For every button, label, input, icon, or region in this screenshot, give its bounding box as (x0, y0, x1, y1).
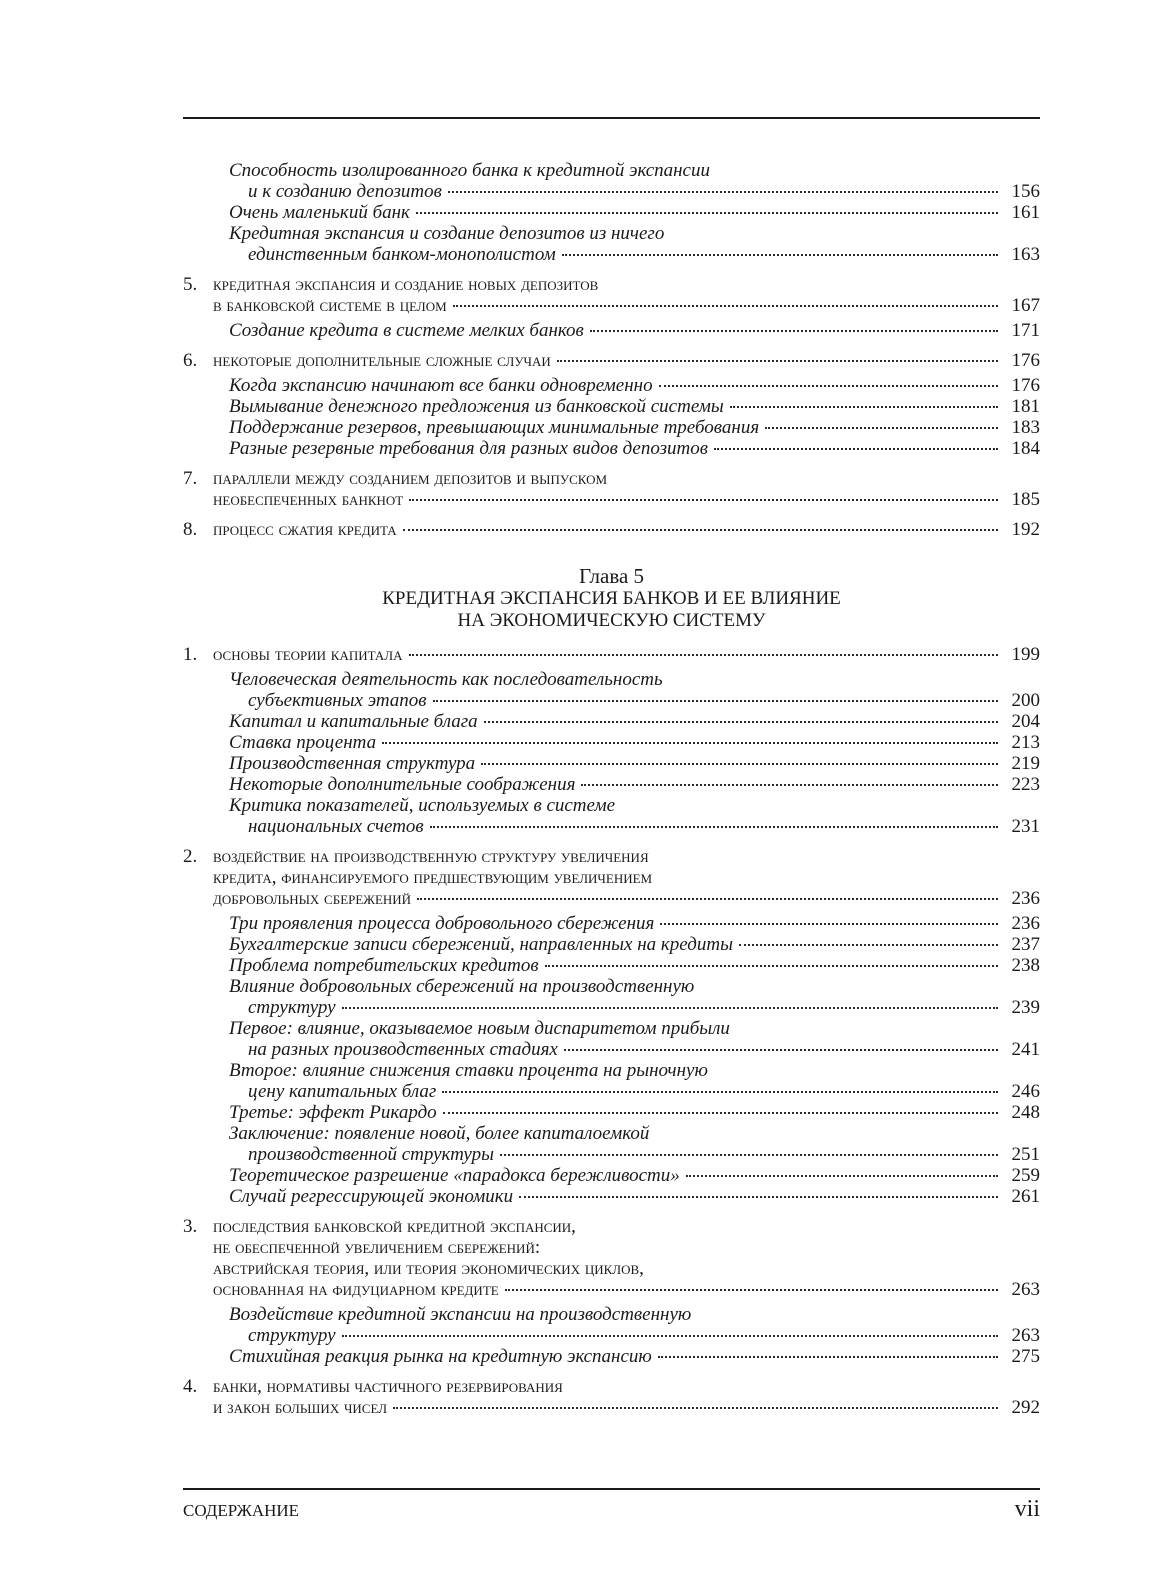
page-ref: 223 (1011, 774, 1040, 795)
toc-line (183, 644, 1040, 665)
toc-line (183, 1144, 1040, 1165)
page-ref: 246 (1011, 1081, 1040, 1102)
toc-line (183, 350, 1040, 371)
toc-line (183, 976, 1040, 997)
page-ref: 259 (1011, 1165, 1040, 1186)
toc-line (183, 888, 1040, 909)
page-ref: 199 (1011, 644, 1040, 665)
toc-subsection-entry (183, 202, 1040, 223)
subsection-title-text: Поддержание резервов, превышающих минимальные требования (229, 417, 760, 438)
section-title-text: параллели между созданием депозитов и выпуском (213, 468, 608, 489)
subsection-title-text: Создание кредита в системе мелких банков (229, 320, 584, 341)
section-title-text: и закон больших чисел (213, 1397, 388, 1418)
page-ref: 161 (1011, 202, 1040, 223)
toc-section-entry (183, 644, 1040, 665)
toc-subsection-entry (183, 438, 1040, 459)
page-ref: 231 (1011, 816, 1040, 837)
section-title-text: основы теории капитала (213, 644, 403, 665)
toc-line (183, 1397, 1040, 1418)
page-ref: 171 (1011, 320, 1040, 341)
spacer (183, 837, 1040, 846)
subsection-title-text: структуру (248, 1325, 336, 1346)
page-ref: 181 (1011, 396, 1040, 417)
dot-leader (714, 448, 998, 450)
section-number: 2. (183, 846, 198, 867)
top-rule (183, 117, 1040, 119)
toc-line (183, 244, 1040, 265)
toc-subsection-entry (183, 753, 1040, 774)
page-ref: 163 (1011, 244, 1040, 265)
toc-line (183, 519, 1040, 540)
dot-leader (562, 254, 998, 256)
toc-line (183, 396, 1040, 417)
toc-subsection-entry (183, 160, 1040, 202)
page-ref: 219 (1011, 753, 1040, 774)
section-number: 8. (183, 519, 198, 540)
subsection-title-text: Воздействие кредитной экспансии на производственную (229, 1304, 692, 1325)
running-footer-title (183, 1494, 299, 1524)
toc-line (183, 669, 1040, 690)
toc-line (183, 1237, 1040, 1258)
subsection-title-text: единственным банком-монополистом (248, 244, 556, 265)
dot-leader (484, 721, 998, 723)
subsection-title-text: Третье: эффект Рикардо (229, 1102, 437, 1123)
dot-leader (658, 1356, 998, 1358)
subsection-title-text: Некоторые дополнительные соображения (229, 774, 576, 795)
toc-subsection-entry (183, 396, 1040, 417)
dot-leader (417, 898, 998, 900)
toc-line (183, 202, 1040, 223)
toc-line (183, 1039, 1040, 1060)
subsection-title-text: Стихийная реакция рынка на кредитную экспансию (229, 1346, 652, 1367)
toc-subsection-entry (183, 417, 1040, 438)
dot-leader (739, 944, 998, 946)
dot-leader (590, 330, 998, 332)
section-title-text: воздействие на производственную структуру увеличения (213, 846, 649, 867)
toc-line (183, 913, 1040, 934)
dot-leader (519, 1196, 998, 1198)
dot-leader (448, 191, 998, 193)
spacer (183, 341, 1040, 350)
page-ref: 204 (1011, 711, 1040, 732)
dot-leader (481, 763, 998, 765)
section-title-text: основанная на фидуциарном кредите (213, 1279, 499, 1300)
toc-line (183, 1081, 1040, 1102)
toc-line (183, 711, 1040, 732)
page-ref: 176 (1011, 375, 1040, 396)
page-ref: 261 (1011, 1186, 1040, 1207)
toc-subsection-entry (183, 1018, 1040, 1060)
subsection-title-text: национальных счетов (248, 816, 424, 837)
toc-subsection-entry (183, 1060, 1040, 1102)
toc-line (183, 732, 1040, 753)
toc-subsection-entry (183, 732, 1040, 753)
subsection-title-text: Вымывание денежного предложения из банковской системы (229, 396, 724, 417)
toc-subsection-entry (183, 1304, 1040, 1346)
subsection-title-text: Три проявления процесса добровольного сбережения (229, 913, 655, 934)
toc-section-entry (183, 519, 1040, 540)
dot-leader (430, 826, 998, 828)
subsection-title-text: Очень маленький банк (229, 202, 410, 223)
page-number: vii (1014, 1496, 1040, 1522)
subsection-title-text: Капитал и капитальные блага (229, 711, 478, 732)
page-ref: 156 (1011, 181, 1040, 202)
toc-section-entry (183, 846, 1040, 909)
toc-subsection-entry (183, 1123, 1040, 1165)
toc-subsection-entry (183, 669, 1040, 711)
toc-subsection-entry (183, 711, 1040, 732)
page-ref: 176 (1011, 350, 1040, 371)
toc-line (183, 1376, 1040, 1397)
toc-line (183, 181, 1040, 202)
toc-line (183, 320, 1040, 341)
section-number: 7. (183, 468, 198, 489)
toc-subsection-entry (183, 1102, 1040, 1123)
toc-line (183, 934, 1040, 955)
section-title-text: необеспеченных банкнот (213, 489, 404, 510)
page-ref: 275 (1011, 1346, 1040, 1367)
subsection-title-text: Случай регрессирующей экономики (229, 1186, 514, 1207)
section-title-text: в банковской системе в целом (213, 295, 447, 316)
toc-line (183, 438, 1040, 459)
page-ref: 183 (1011, 417, 1040, 438)
toc-section-entry (183, 1376, 1040, 1418)
dot-leader (342, 1007, 998, 1009)
toc-subsection-entry (183, 955, 1040, 976)
section-title-text: не обеспеченной увеличением сбережений: (213, 1237, 541, 1258)
chapter-title: Глава 5 (578, 564, 645, 588)
subsection-title-text: структуру (248, 997, 336, 1018)
dot-leader (545, 965, 998, 967)
section-number: 6. (183, 350, 198, 371)
toc-line (183, 1216, 1040, 1237)
toc-line (183, 816, 1040, 837)
spacer (183, 510, 1040, 519)
spacer (183, 1207, 1040, 1216)
page-ref: 213 (1011, 732, 1040, 753)
page-ref: 238 (1011, 955, 1040, 976)
toc-line (183, 1060, 1040, 1081)
section-title-text: кредитная экспансия и создание новых депозитов (213, 274, 599, 295)
section-title-text: кредита, финансируемого предшествующим увеличением (213, 867, 653, 888)
toc-section-entry (183, 1216, 1040, 1300)
toc-line (183, 1102, 1040, 1123)
page-ref: 263 (1011, 1279, 1040, 1300)
dot-leader (409, 654, 998, 656)
section-number: 5. (183, 274, 198, 295)
toc-line (183, 1304, 1040, 1325)
toc-subsection-entry (183, 976, 1040, 1018)
toc-subsection-entry (183, 375, 1040, 396)
toc-subsection-entry (183, 320, 1040, 341)
subsection-title-text: Проблема потребительских кредитов (229, 955, 539, 976)
toc-section-entry (183, 274, 1040, 316)
dot-leader (581, 784, 998, 786)
dot-leader (443, 1112, 998, 1114)
toc-line (183, 955, 1040, 976)
toc-section-entry (183, 350, 1040, 371)
subsection-title-text: Заключение: появление новой, более капиталоемкой (229, 1123, 650, 1144)
toc-line (183, 795, 1040, 816)
section-title-text: добровольных сбережений (213, 888, 412, 909)
dot-leader (500, 1154, 998, 1156)
section-number: 3. (183, 1216, 198, 1237)
dot-leader (660, 923, 998, 925)
page-ref: 248 (1011, 1102, 1040, 1123)
section-title-text: банки, нормативы частичного резервирования (213, 1376, 563, 1397)
dot-leader (393, 1407, 998, 1409)
subsection-title-text: Второе: влияние снижения ставки процента на рыночную (229, 1060, 708, 1081)
subsection-title-text: Способность изолированного банка к кредитной экспансии (229, 160, 710, 181)
page-ref: 184 (1011, 438, 1040, 459)
page-ref: 237 (1011, 934, 1040, 955)
dot-leader (557, 360, 998, 362)
subsection-title-text: Производственная структура (229, 753, 476, 774)
subsection-title-text: Когда экспансию начинают все банки одновременно (229, 375, 653, 396)
subsection-title-text: производственной структуры (248, 1144, 494, 1165)
spacer (183, 632, 1040, 644)
subsection-title-text: Ставка процента (229, 732, 377, 753)
toc-line (183, 1165, 1040, 1186)
page-ref: 251 (1011, 1144, 1040, 1165)
page-ref: 236 (1011, 888, 1040, 909)
dot-leader (686, 1175, 998, 1177)
section-title-text: некоторые дополнительные сложные случаи (213, 350, 551, 371)
toc-line (183, 867, 1040, 888)
bottom-rule (183, 1488, 1040, 1490)
toc-line (183, 753, 1040, 774)
subsection-title-text: Человеческая деятельность как последовательность (229, 669, 663, 690)
toc-subsection-entry (183, 934, 1040, 955)
chapter-subtitle-line: НА ЭКОНОМИЧЕСКУЮ СИСТЕМУ (457, 610, 766, 631)
toc-subsection-entry (183, 1186, 1040, 1207)
toc-line (183, 1186, 1040, 1207)
dot-leader (409, 499, 998, 501)
spacer (183, 1367, 1040, 1376)
dot-leader (505, 1289, 998, 1291)
section-number: 4. (183, 1376, 198, 1397)
dot-leader (564, 1049, 998, 1051)
toc-line (183, 468, 1040, 489)
subsection-title-text: на разных производственных стадиях (248, 1039, 558, 1060)
toc-section-entry (183, 468, 1040, 510)
page-ref: 236 (1011, 913, 1040, 934)
section-title-text: процесс сжатия кредита (213, 519, 397, 540)
dot-leader (433, 700, 998, 702)
page-ref: 292 (1011, 1397, 1040, 1418)
dot-leader (382, 742, 998, 744)
table-of-contents (183, 160, 1040, 1418)
page-ref: 192 (1011, 519, 1040, 540)
dot-leader (453, 305, 998, 307)
dot-leader (765, 427, 998, 429)
toc-line (183, 997, 1040, 1018)
toc-subsection-entry (183, 1165, 1040, 1186)
toc-line (183, 1346, 1040, 1367)
dot-leader (416, 212, 998, 214)
page-ref: 241 (1011, 1039, 1040, 1060)
toc-line (183, 160, 1040, 181)
subsection-title-text: Кредитная экспансия и создание депозитов из ничего (229, 223, 665, 244)
page-ref: 185 (1011, 489, 1040, 510)
toc-line (183, 846, 1040, 867)
spacer (183, 265, 1040, 274)
toc-line (183, 274, 1040, 295)
subsection-title-text: Критика показателей, используемых в системе (229, 795, 616, 816)
toc-line (183, 1123, 1040, 1144)
toc-subsection-entry (183, 223, 1040, 265)
page-ref: 263 (1011, 1325, 1040, 1346)
section-title-text: австрийская теория, или теория экономических циклов, (213, 1258, 644, 1279)
dot-leader (730, 406, 998, 408)
footer-title-text: содержание (183, 1496, 300, 1522)
page-ref: 167 (1011, 295, 1040, 316)
toc-line (183, 690, 1040, 711)
toc-line (183, 1018, 1040, 1039)
toc-line (183, 1279, 1040, 1300)
dot-leader (403, 529, 998, 531)
toc-line (183, 295, 1040, 316)
section-number: 1. (183, 644, 198, 665)
dot-leader (442, 1091, 998, 1093)
subsection-title-text: Бухгалтерские записи сбережений, направленных на кредиты (229, 934, 733, 955)
subsection-title-text: субъективных этапов (248, 690, 427, 711)
toc-line (183, 1325, 1040, 1346)
toc-line (183, 489, 1040, 510)
toc-subsection-entry (183, 774, 1040, 795)
subsection-title-text: и к созданию депозитов (248, 181, 442, 202)
toc-subsection-entry (183, 795, 1040, 837)
toc-subsection-entry (183, 1346, 1040, 1367)
subsection-title-text: Теоретическое разрешение «парадокса бережливости» (229, 1165, 680, 1186)
section-title-text: последствия банковской кредитной экспансии, (213, 1216, 576, 1237)
subsection-title-text: Влияние добровольных сбережений на производственную (229, 976, 695, 997)
subsection-title-text: цену капитальных благ (248, 1081, 437, 1102)
subsection-title-text: Разные резервные требования для разных видов депозитов (229, 438, 708, 459)
toc-line (183, 417, 1040, 438)
dot-leader (342, 1335, 998, 1337)
dot-leader (659, 385, 998, 387)
spacer (183, 459, 1040, 468)
toc-subsection-entry (183, 913, 1040, 934)
chapter-subtitle-line: КРЕДИТНАЯ ЭКСПАНСИЯ БАНКОВ И ЕЕ ВЛИЯНИЕ (382, 588, 841, 609)
page-ref: 200 (1011, 690, 1040, 711)
page-ref: 239 (1011, 997, 1040, 1018)
subsection-title-text: Первое: влияние, оказываемое новым диспаритетом прибыли (229, 1018, 730, 1039)
chapter-heading (183, 564, 1040, 632)
toc-line (183, 375, 1040, 396)
toc-line (183, 223, 1040, 244)
toc-line (183, 774, 1040, 795)
toc-line (183, 1258, 1040, 1279)
